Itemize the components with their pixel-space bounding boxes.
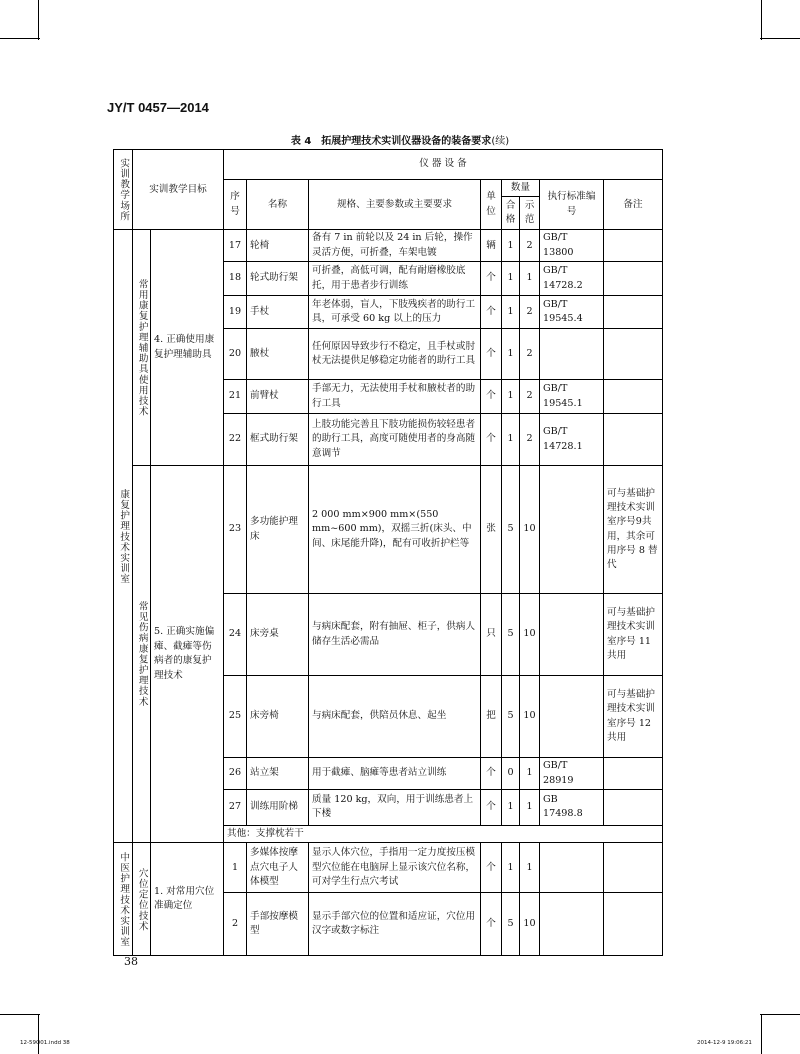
item-note — [604, 230, 663, 262]
item-spec: 年老体弱，盲人，下肢残疾者的助行工具，可承受 60 kg 以上的压力 — [309, 296, 481, 329]
item-name: 前臂杖 — [247, 380, 309, 414]
item-note: 可与基础护理技术实训室序号 12 共用 — [604, 676, 663, 758]
item-standard — [540, 594, 604, 676]
item-qty-pass: 1 — [502, 230, 520, 262]
crop-mark — [761, 1014, 762, 1054]
item-spec: 用于截瘫、脑瘫等患者站立训练 — [309, 758, 481, 790]
item-unit: 个 — [481, 296, 502, 329]
crop-mark — [760, 38, 800, 39]
item-name: 轮式助行架 — [247, 262, 309, 296]
header-quantity: 数量 — [502, 180, 540, 197]
item-qty-demo: 2 — [520, 414, 540, 466]
crop-mark — [0, 38, 40, 39]
item-unit: 只 — [481, 594, 502, 676]
item-number: 26 — [224, 758, 247, 790]
item-name: 框式助行架 — [247, 414, 309, 466]
item-spec: 手部无力，无法使用手杖和腋杖者的助行工具 — [309, 380, 481, 414]
item-name: 手杖 — [247, 296, 309, 329]
item-note — [604, 758, 663, 790]
item-spec: 与病床配套，供陪员休息、起坐 — [309, 676, 481, 758]
item-unit: 把 — [481, 676, 502, 758]
item-number: 20 — [224, 329, 247, 380]
table-row — [114, 230, 663, 262]
item-unit: 个 — [481, 380, 502, 414]
item-standard — [540, 676, 604, 758]
item-number: 25 — [224, 676, 247, 758]
goal-acupoint: 1. 对常用穴位准确定位 — [151, 843, 224, 956]
item-standard — [540, 329, 604, 380]
item-unit: 个 — [481, 414, 502, 466]
caption-title: 表 4 拓展护理技术实训仪器设备的装备要求 — [290, 136, 492, 147]
item-standard: GB/T 13800 — [540, 230, 604, 262]
item-number: 22 — [224, 414, 247, 466]
header-note: 备注 — [604, 180, 663, 230]
header-row — [114, 150, 663, 180]
item-unit: 个 — [481, 843, 502, 893]
crop-mark — [761, 0, 762, 40]
item-qty-pass: 1 — [502, 789, 520, 825]
item-name: 床旁桌 — [247, 594, 309, 676]
item-spec: 显示手部穴位的位置和适应证，穴位用汉字或数字标注 — [309, 893, 481, 956]
item-spec: 任何原因导致步行不稳定，且手杖或肘杖无法提供足够稳定功能者的助行工具 — [309, 329, 481, 380]
item-note — [604, 789, 663, 825]
item-qty-demo: 1 — [520, 262, 540, 296]
item-number: 24 — [224, 594, 247, 676]
item-spec: 2 000 mm×900 mm×(550 mm~600 mm)，双摇三折(床头、中间、床尾能升降)，配有可收折护栏等 — [309, 466, 481, 594]
crop-mark — [38, 0, 39, 40]
header-name: 名称 — [247, 180, 309, 230]
item-qty-pass: 0 — [502, 758, 520, 790]
item-note — [604, 329, 663, 380]
item-number: 1 — [224, 843, 247, 893]
table-row — [114, 466, 663, 594]
item-qty-pass: 1 — [502, 843, 520, 893]
item-note — [604, 414, 663, 466]
item-qty-pass: 5 — [502, 893, 520, 956]
item-unit: 个 — [481, 329, 502, 380]
item-standard: GB/T 28919 — [540, 758, 604, 790]
item-spec: 与病床配套，附有抽屉、柜子，供病人储存生活必需品 — [309, 594, 481, 676]
item-qty-demo: 1 — [520, 843, 540, 893]
item-unit: 个 — [481, 262, 502, 296]
item-note — [604, 380, 663, 414]
item-name: 腋杖 — [247, 329, 309, 380]
item-qty-demo: 2 — [520, 296, 540, 329]
item-spec: 上肢功能完善且下肢功能损伤较轻患者的助行工具，高度可随使用者的身高随意调节 — [309, 414, 481, 466]
page-number: 38 — [124, 955, 138, 968]
other-items: 其他：支撑枕若干 — [224, 825, 663, 842]
site-rehab: 康复护理技术实训室 — [114, 230, 133, 843]
item-name: 轮椅 — [247, 230, 309, 262]
footer-timestamp: 2014-12-9 19:06:21 — [697, 1040, 752, 1046]
item-standard — [540, 843, 604, 893]
header-standard: 执行标准编号 — [540, 180, 604, 230]
item-number: 23 — [224, 466, 247, 594]
header-goal: 实训教学目标 — [133, 150, 224, 230]
item-qty-pass: 5 — [502, 466, 520, 594]
item-name: 训练用阶梯 — [247, 789, 309, 825]
item-note: 可与基础护理技术实训室序号9共用，其余可用序号 8 替代 — [604, 466, 663, 594]
header-no: 序号 — [224, 180, 247, 230]
equipment-table — [113, 149, 663, 956]
item-qty-demo: 10 — [520, 466, 540, 594]
item-spec: 质量 120 kg，双向，用于训练患者上下楼 — [309, 789, 481, 825]
item-standard: GB/T 19545.1 — [540, 380, 604, 414]
item-spec: 显示人体穴位，手指用一定力度按压模型穴位能在电脑屏上显示该穴位名称，可对学生行点穴考试 — [309, 843, 481, 893]
item-qty-pass: 1 — [502, 414, 520, 466]
item-unit: 个 — [481, 893, 502, 956]
item-note — [604, 893, 663, 956]
item-note — [604, 843, 663, 893]
header-unit: 单位 — [481, 180, 502, 230]
item-number: 21 — [224, 380, 247, 414]
table-row — [114, 843, 663, 893]
item-note — [604, 296, 663, 329]
item-name: 手部按摩模型 — [247, 893, 309, 956]
item-number: 18 — [224, 262, 247, 296]
item-unit: 辆 — [481, 230, 502, 262]
item-qty-pass: 1 — [502, 296, 520, 329]
item-qty-demo: 2 — [520, 329, 540, 380]
item-standard: GB/T 19545.4 — [540, 296, 604, 329]
item-name: 多媒体按摩点穴电子人体模型 — [247, 843, 309, 893]
item-unit: 张 — [481, 466, 502, 594]
goal-aids: 4. 正确使用康复护理辅助具 — [151, 230, 224, 466]
header-site: 实训教学场所 — [114, 150, 133, 230]
item-unit: 个 — [481, 789, 502, 825]
table-caption — [0, 132, 800, 147]
item-number: 27 — [224, 789, 247, 825]
item-qty-pass: 5 — [502, 676, 520, 758]
item-qty-pass: 1 — [502, 380, 520, 414]
item-name: 多功能护理床 — [247, 466, 309, 594]
crop-mark — [38, 1014, 39, 1054]
crop-mark — [760, 1014, 800, 1015]
standard-code: JY/T 0457—2014 — [107, 100, 209, 115]
item-standard: GB/T 14728.1 — [540, 414, 604, 466]
item-spec: 备有 7 in 前轮以及 24 in 后轮，操作灵活方便，可折叠，车架电镀 — [309, 230, 481, 262]
item-qty-demo: 10 — [520, 676, 540, 758]
goal-injury: 5. 正确实施偏瘫、截瘫等伤病者的康复护理技术 — [151, 466, 224, 843]
item-standard: GB/T 14728.2 — [540, 262, 604, 296]
header-spec: 规格、主要参数或主要要求 — [309, 180, 481, 230]
item-note — [604, 262, 663, 296]
item-standard — [540, 893, 604, 956]
item-qty-demo: 10 — [520, 893, 540, 956]
header-pass: 合格 — [502, 197, 520, 230]
caption-continued: (续) — [491, 136, 510, 147]
site-tcm: 中医护理技术实训室 — [114, 843, 133, 956]
item-number: 17 — [224, 230, 247, 262]
footer-file: 12-59O01.indd 38 — [20, 1040, 70, 1046]
item-qty-demo: 1 — [520, 758, 540, 790]
item-qty-pass: 5 — [502, 594, 520, 676]
item-qty-demo: 2 — [520, 380, 540, 414]
header-demo: 示范 — [520, 197, 540, 230]
item-number: 19 — [224, 296, 247, 329]
item-name: 床旁椅 — [247, 676, 309, 758]
item-standard: GB 17498.8 — [540, 789, 604, 825]
category-acupoint: 穴位定位技术 — [133, 843, 151, 956]
category-aids: 常用康复护理辅助具使用技术 — [133, 230, 151, 466]
header-equipment: 仪 器 设 备 — [224, 150, 663, 180]
category-injury: 常见伤病康复护理技术 — [133, 466, 151, 843]
item-number: 2 — [224, 893, 247, 956]
item-name: 站立架 — [247, 758, 309, 790]
item-qty-pass: 1 — [502, 329, 520, 380]
item-spec: 可折叠，高低可调，配有耐磨橡胶底托，用于患者步行训练 — [309, 262, 481, 296]
item-qty-demo: 1 — [520, 789, 540, 825]
item-standard — [540, 466, 604, 594]
item-qty-demo: 10 — [520, 594, 540, 676]
item-note: 可与基础护理技术实训室序号 11 共用 — [604, 594, 663, 676]
item-unit: 个 — [481, 758, 502, 790]
item-qty-demo: 2 — [520, 230, 540, 262]
item-qty-pass: 1 — [502, 262, 520, 296]
crop-mark — [0, 1014, 40, 1015]
